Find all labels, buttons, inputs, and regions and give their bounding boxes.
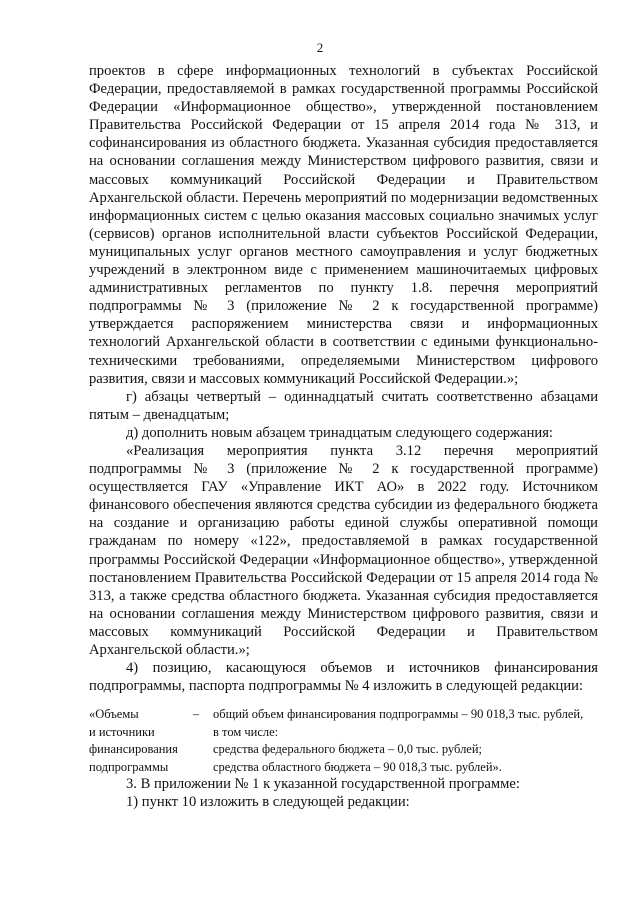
passport-value-line: общий объем финансирования подпрограммы – 90 018,3 тыс. рублей,	[213, 707, 584, 721]
paragraph-continuation: проектов в сфере информационных технологий в субъектах Российской Федерации, предоставляемой в рамках государственной программы Российской Федерации «Информационное общество», утвержденной постановлением Правительства Российской Федерации от 15 апреля 2014 года № 313, и софинансирования из областного бюджета. Указанная субсидия предоставляется на основании соглашения между Министерством цифрового развития, связи и массовых коммуникаций Российской Федерации и Правительством Архангельской области. Перечень мероприятий по модернизации ведомственных информационных систем с целью оказания массовых социально значимых услуг (сервисов) органов исполнительной власти субъектов Российской Федерации, муниципальных услуг органов местного самоуправления и услуг бюджетных учреждений в электронном виде с применением машиночитаемых цифровых административных регламентов по пункту 1.8. перечня мероприятий подпрограммы № 3 (приложение № 2 к государственной программе) утверждается распоряжением министерства связи и информационных технологий Архангельской области в соответствии с едиными функционально-техническими требованиями, определяемыми Министерством цифрового развития, связи и массовых коммуникаций Российской Федерации.»;	[89, 63, 598, 387]
passport-value-line: средства областного бюджета – 90 018,3 тыс. рублей».	[213, 759, 502, 774]
passport-label-line: финансирования	[89, 742, 178, 756]
paragraph-section-3: 3. В приложении № 1 к указанной государственной программе:	[126, 776, 520, 792]
passport-label-column	[89, 706, 183, 776]
document-body	[89, 62, 598, 695]
passport-label-line: подпрограммы	[89, 759, 169, 774]
paragraph-quoted-insert: «Реализация мероприятия пункта 3.12 перечня мероприятий подпрограммы № 3 (приложение № 2 к государственной программе) осуществляется ГАУ «Управление ИКТ АО» в 2022 году. Источником финансового обеспечения являются средства субсидии из федерального бюджета на создание и организацию работы единой службы оперативной помощи гражданам по номеру «122», предоставляемой в рамках государственной программы Российской Федерации «Информационное общество», утвержденной постановлением Правительства Российской Федерации от 15 апреля 2014 года № 313, а также средства областного бюджета. Указанная субсидия предоставляется на основании соглашения между Министерством цифрового развития, связи и массовых коммуникаций Российской Федерации и Правительством Архангельской области.»;	[89, 442, 598, 658]
passport-label-line: «Объемы	[89, 707, 139, 721]
paragraph-item-4: 4) позицию, касающуюся объемов и источников финансирования подпрограммы, паспорта подпрограммы № 4 изложить в следующей редакции:	[89, 660, 598, 695]
paragraph-item-1: 1) пункт 10 изложить в следующей редакции:	[126, 794, 410, 811]
paragraph-item-g: г) абзацы четвертый – одиннадцатый считать соответственно абзацами пятым – двенадцатым;	[89, 388, 598, 423]
passport-funding-table	[89, 706, 604, 776]
passport-label-line: и источники	[89, 724, 155, 739]
passport-dash: –	[192, 707, 200, 721]
document-tail	[89, 775, 598, 811]
passport-value-line: средства федерального бюджета – 0,0 тыс. рублей;	[213, 742, 483, 756]
paragraph-item-d: д) дополнить новым абзацем тринадцатым следующего содержания:	[126, 424, 553, 441]
passport-value-line: в том числе:	[213, 724, 279, 739]
page-number: 2	[316, 40, 324, 55]
passport-value-column	[207, 706, 604, 776]
